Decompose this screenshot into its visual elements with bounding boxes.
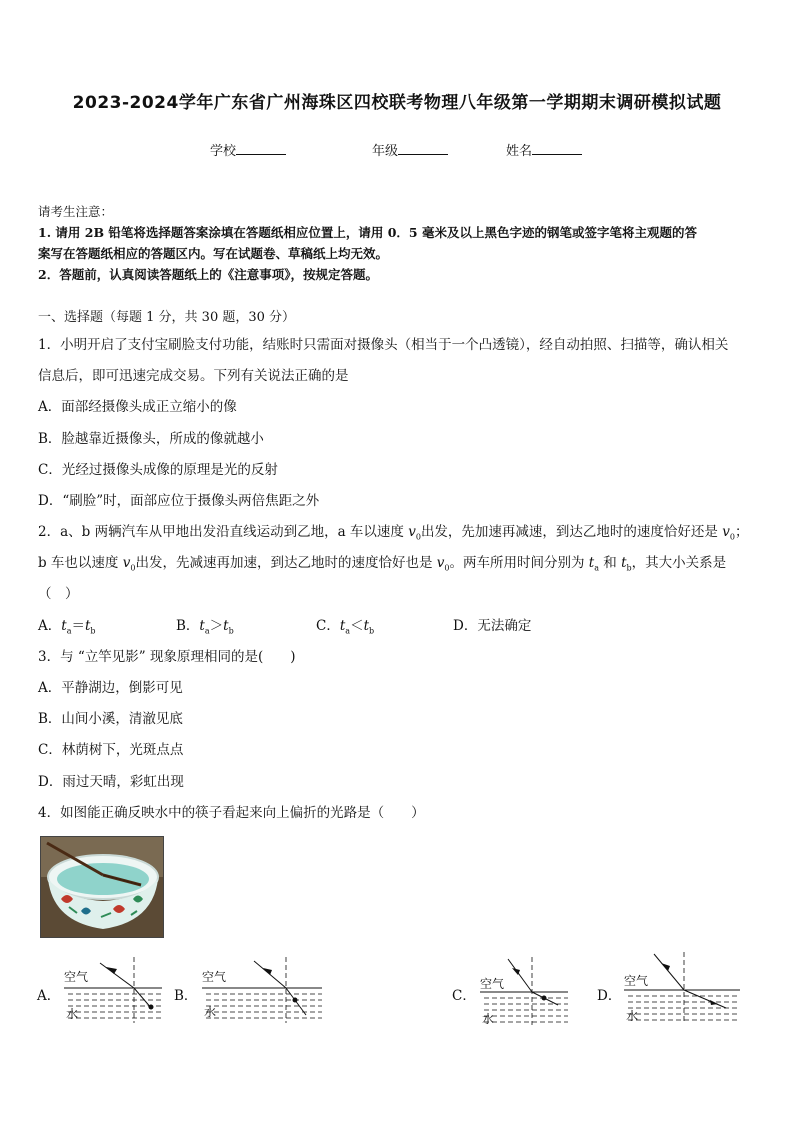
q4-option-b-label: B． <box>174 988 198 1004</box>
q4-b-air-label: 空气 <box>202 970 227 984</box>
school-field <box>210 140 286 159</box>
name-label: 姓名 <box>506 144 533 159</box>
grade-label: 年级 <box>372 144 399 159</box>
q1-option-c: C．光经过摄像头成像的原理是光的反射 <box>38 462 278 478</box>
notice-item1-line1: 1. 请用 2B 铅笔将选择题答案涂填在答题纸相应位置上，请用 0．5 毫米及以上黑色字迹的钢笔或签字笔将主观题的答 <box>38 225 697 240</box>
grade-field <box>372 140 448 159</box>
notice-heading: 请考生注意： <box>38 204 114 219</box>
q4-option-c-label: C． <box>452 988 476 1004</box>
q2-stem-line1: 2．a、b 两辆汽车从甲地出发沿直线运动到乙地，a 车以速度 $v_0$出发，先加速再减速，到达乙地时的速度恰好还是 $v_0$； <box>38 524 749 542</box>
notice-item2: 2．答题前，认真阅读答题纸上的《注意事项》，按规定答题。 <box>38 267 378 282</box>
q4-d-air-label: 空气 <box>624 974 649 988</box>
q1-option-b: B．脸越靠近摄像头，所成的像就越小 <box>38 431 264 447</box>
q3-option-a: A．平静湖边，倒影可见 <box>38 680 183 696</box>
q2-option-a: A．$t_a=t_b$ <box>38 618 96 636</box>
q2-option-b: B．$t_a>t_b$ <box>176 618 234 636</box>
section-heading: 一、选择题（每题 1 分，共 30 题，30 分） <box>38 310 296 325</box>
q3-option-d: D．雨过天晴，彩虹出现 <box>38 774 184 790</box>
q4-diagram-c <box>478 955 570 1027</box>
notice-item1-line2: 案写在答题纸相应的答题区内。写在试题卷、草稿纸上均无效。 <box>38 246 389 261</box>
q4-a-air-label: 空气 <box>64 970 89 984</box>
q4-stem: 4．如图能正确反映水中的筷子看起来向上偏折的光路是（ ） <box>38 805 425 821</box>
school-label: 学校 <box>210 144 237 159</box>
q4-diagram-d <box>622 950 742 1026</box>
q4-a-water-label: 水 <box>66 1007 79 1021</box>
q3-option-b: B．山间小溪，清澈见底 <box>38 711 183 727</box>
q2-stem-line2: b 车也以速度 $v_0$出发，先减速再加速，到达乙地时的速度恰好也是 $v_0$。两车所用时间分别为 $t_a$ 和 $t_b$，其大小关系是 <box>38 555 727 573</box>
name-field <box>506 140 582 159</box>
q1-option-a: A．面部经摄像头成正立缩小的像 <box>38 399 237 415</box>
q4-diagram-b <box>200 955 324 1025</box>
q3-option-c: C．林荫树下，光斑点点 <box>38 742 184 758</box>
name-blank <box>532 142 582 155</box>
q4-option-d-label: D． <box>597 988 622 1004</box>
exam-title: 2023-2024学年广东省广州海珠区四校联考物理八年级第一学期期末调研模拟试题 <box>72 93 722 113</box>
bowl-chopstick-photo <box>40 836 164 938</box>
q1-stem-line2: 信息后，即可迅速完成交易。下列有关说法正确的是 <box>38 368 349 384</box>
q4-c-water-label: 水 <box>482 1012 495 1026</box>
q3-stem: 3．与 “立竿见影” 现象原理相同的是( ) <box>38 649 296 665</box>
q2-option-c: C．$t_a<t_b$ <box>316 618 375 636</box>
q4-diagram-a <box>62 955 164 1025</box>
q4-option-a-label: A． <box>37 988 61 1004</box>
q4-c-air-label: 空气 <box>480 977 505 991</box>
q2-answer-paren: （ ） <box>38 586 79 602</box>
grade-blank <box>398 142 448 155</box>
q4-d-water-label: 水 <box>626 1009 639 1023</box>
school-blank <box>236 142 286 155</box>
q2-option-d: D．无法确定 <box>453 618 532 634</box>
q4-b-water-label: 水 <box>204 1005 217 1019</box>
q1-stem-line1: 1．小明开启了支付宝刷脸支付功能，结账时只需面对摄像头（相当于一个凸透镜），经自动拍照、扫描等，确认相关 <box>38 337 729 353</box>
q1-option-d: D．“刷脸”时，面部应位于摄像头两倍焦距之外 <box>38 493 320 509</box>
